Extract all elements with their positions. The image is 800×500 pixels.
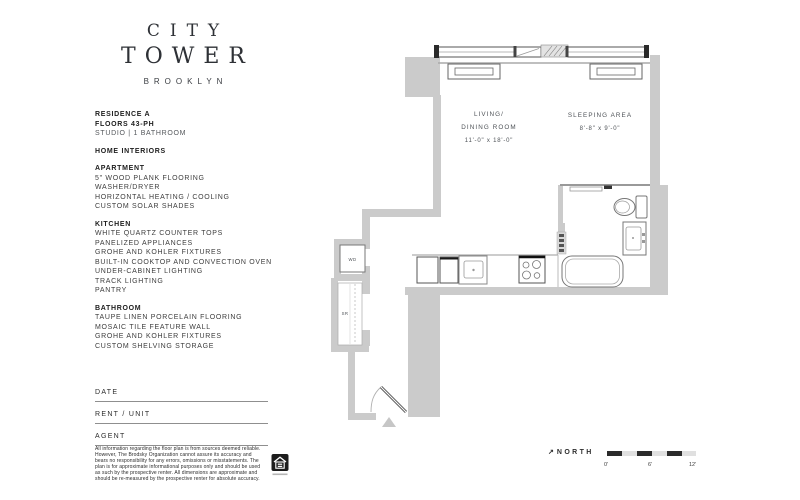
residence-floors: FLOORS 43-PH: [95, 120, 155, 128]
window-wall: [434, 45, 650, 79]
amenity-item: MOSAIC TILE FEATURE WALL: [95, 323, 211, 331]
brand-title-line1: CITY: [146, 21, 230, 41]
wd-label: WD: [348, 257, 357, 262]
section-heading-bathroom: BATHROOM: [95, 304, 142, 312]
accordion-door: [557, 232, 566, 254]
shelf: [570, 187, 602, 191]
door-swing-arc: [371, 387, 381, 412]
amenity-item: CUSTOM SHELVING STORAGE: [95, 342, 215, 350]
north-label: NORTH: [556, 449, 594, 456]
vanity-sink-fixture: [623, 222, 646, 255]
sr-label: SR: [341, 311, 349, 316]
section-heading-apartment: APARTMENT: [95, 165, 145, 172]
amenity-item: TAUPE LINEN PORCELAIN FLOORING: [95, 314, 243, 321]
living-room-dims: 11'-0" x 18'-0": [464, 138, 514, 144]
amenity-item: PANELIZED APPLIANCES: [95, 239, 193, 247]
bathtub-fixture: [562, 256, 623, 287]
date-field[interactable]: DATE: [95, 389, 268, 402]
bathroom: [557, 185, 650, 287]
north-arrow-icon: ↗: [548, 449, 555, 456]
scale-tick: 12': [689, 462, 697, 468]
floor-plan: [325, 25, 705, 445]
sleeping-area-label: SLEEPING AREA: [567, 112, 633, 119]
amenity-item: 5" WOOD PLANK FLOORING: [95, 174, 205, 182]
amenity-item: PANTRY: [95, 287, 127, 294]
amenity-item: CUSTOM SOLAR SHADES: [95, 203, 195, 210]
amenity-item: TRACK LIGHTING: [95, 277, 164, 285]
brand-title-line2: TOWER: [121, 44, 254, 69]
brand-logo: [95, 20, 271, 86]
amenity-item: WHITE QUARTZ COUNTER TOPS: [95, 230, 223, 237]
agent-field[interactable]: AGENT: [95, 433, 268, 446]
amenity-item: BUILT-IN COOKTOP AND CONVECTION OVEN: [95, 258, 272, 266]
amenity-item: WASHER/DRYER: [95, 184, 161, 191]
amenity-item: GROHE AND KOHLER FIXTURES: [95, 249, 222, 256]
wd-closet: [340, 245, 365, 272]
walls: [331, 55, 668, 420]
brand-subtitle: BROOKLYN: [143, 77, 228, 86]
equal-housing-logo: [271, 454, 289, 477]
section-heading-home-interiors: HOME INTERIORS: [95, 147, 166, 155]
rent-unit-field[interactable]: RENT / UNIT: [95, 411, 268, 424]
kitchen-counter: [412, 255, 558, 287]
ptac-unit: [448, 64, 500, 79]
room-labels: [461, 111, 632, 144]
amenity-item: HORIZONTAL HEATING / COOLING: [95, 193, 230, 201]
north-indicator: [548, 448, 594, 456]
cooktop-fixture: [519, 256, 545, 283]
amenity-item: UNDER-CABINET LIGHTING: [95, 268, 203, 275]
amenity-list: [95, 110, 271, 351]
living-room-label: LIVING/: [473, 111, 505, 118]
column-hatch: [541, 45, 568, 57]
residence-layout: STUDIO | 1 BATHROOM: [95, 130, 187, 137]
scale-tick: 0': [604, 462, 609, 468]
amenity-item: GROHE AND KOHLER FIXTURES: [95, 333, 222, 340]
sink-fixture: [459, 256, 487, 284]
scale-tick: 6': [648, 462, 653, 468]
living-room-label2: DINING ROOM: [461, 124, 517, 131]
residence-name: RESIDENCE A: [95, 111, 151, 118]
scale-bar: [607, 451, 696, 456]
info-panel: [95, 20, 271, 490]
ptac-unit: [590, 64, 642, 79]
section-heading-kitchen: KITCHEN: [95, 220, 132, 228]
toilet-fixture: [614, 196, 647, 218]
sr-closet: [338, 283, 362, 345]
entry-door: [371, 387, 406, 427]
legal-disclaimer: All information regarding the floor plan is from sources deemed reliable. However, The Brodsky Organization cannot assure its accuracy and bears no responsibility for any errors, omissions or misstatements. The plan is for approximate informational purposes only and should be used as such by the prospective renter. All dimensions are approximate and should be re-measured by the prospective renter for absolute accuracy.: [95, 446, 261, 482]
fridge-fixture: [417, 257, 458, 283]
entry-arrow: [382, 417, 396, 427]
sleeping-area-dims: 8'-8" x 9'-0": [579, 126, 621, 132]
